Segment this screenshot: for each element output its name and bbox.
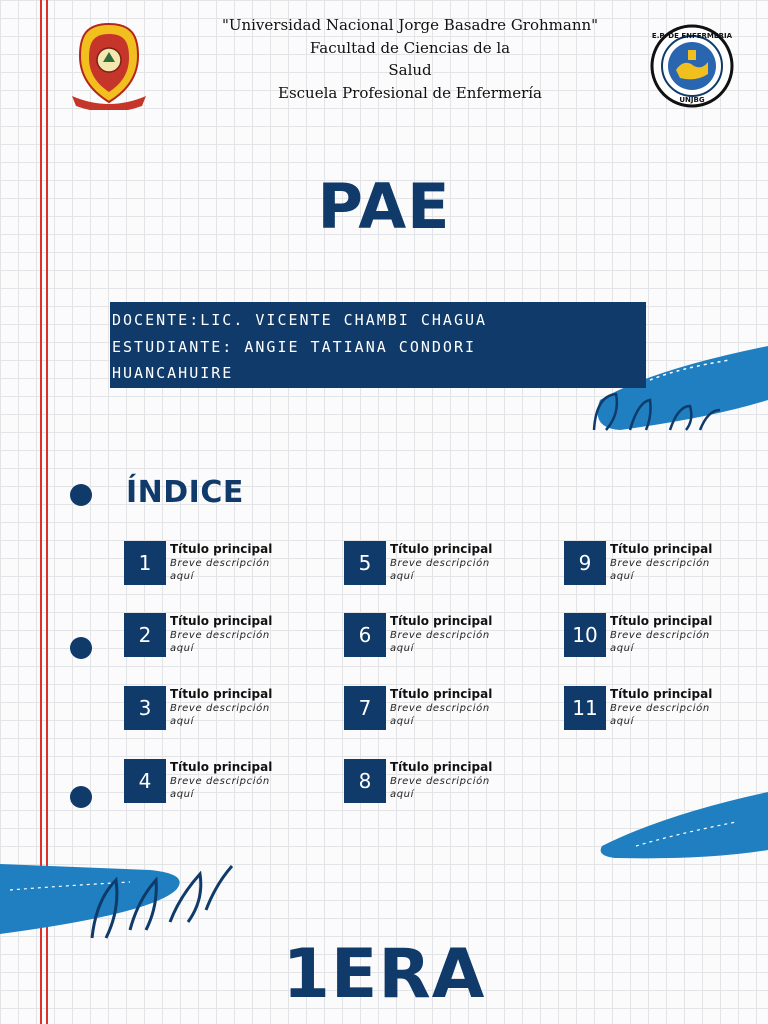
index-item-description: Breve descripción aquí — [170, 630, 270, 654]
index-item-number: 11 — [564, 686, 606, 730]
student-line: ESTUDIANTE: ANGIE TATIANA CONDORI — [112, 337, 477, 356]
svg-text:E.P. DE ENFERMERIA: E.P. DE ENFERMERIA — [651, 32, 733, 40]
header-faculty: Facultad de Ciencias de la — [309, 38, 511, 57]
index-item — [344, 759, 544, 803]
index-item-description: Breve descripción aquí — [390, 630, 490, 654]
index-item-title: Título principal — [170, 614, 273, 628]
index-item-title: Título principal — [390, 542, 493, 556]
index-item-description: Breve descripción aquí — [390, 776, 490, 800]
index-item — [344, 541, 544, 585]
header-university: "Universidad Nacional Jorge Basadre Grohmann" — [221, 16, 599, 34]
index-item — [344, 613, 544, 657]
index-item-title: Título principal — [170, 760, 273, 774]
institution-header — [190, 14, 630, 104]
index-item-title: Título principal — [170, 542, 273, 556]
index-item — [124, 759, 324, 803]
index-item-title: Título principal — [610, 687, 713, 701]
index-item-description: Breve descripción aquí — [390, 558, 490, 582]
index-item-description: Breve descripción aquí — [170, 776, 270, 800]
index-item-description: Breve descripción aquí — [390, 703, 490, 727]
index-item — [564, 613, 764, 657]
brush-stroke-bottom-right — [596, 790, 768, 862]
index-item-number: 3 — [124, 686, 166, 730]
index-item — [124, 686, 324, 730]
nursing-school-logo — [650, 24, 734, 108]
index-item — [564, 686, 764, 730]
index-item-number: 5 — [344, 541, 386, 585]
index-item-number: 8 — [344, 759, 386, 803]
info-box — [110, 302, 646, 388]
index-item — [564, 541, 764, 585]
binder-hole-top — [70, 484, 92, 506]
index-item-description: Breve descripción aquí — [170, 703, 270, 727]
svg-text:UNJBG: UNJBG — [679, 96, 705, 104]
binder-hole-bottom — [70, 786, 92, 808]
index-item-number: 10 — [564, 613, 606, 657]
index-item-number: 4 — [124, 759, 166, 803]
index-item-number: 2 — [124, 613, 166, 657]
index-heading: ÍNDICE — [126, 475, 244, 510]
index-item-title: Título principal — [390, 760, 493, 774]
index-item — [124, 541, 324, 585]
header-school: Escuela Profesional de Enfermería — [278, 83, 542, 102]
student-line-cont: HUANCAHUIRE — [112, 364, 234, 382]
index-item-description: Breve descripción aquí — [610, 703, 710, 727]
index-item-description: Breve descripción aquí — [170, 558, 270, 582]
index-item-number: 7 — [344, 686, 386, 730]
index-item-number: 1 — [124, 541, 166, 585]
index-item-number: 6 — [344, 613, 386, 657]
index-item-description: Breve descripción aquí — [610, 558, 710, 582]
index-item-number: 9 — [564, 541, 606, 585]
page-title: PAE — [317, 170, 451, 243]
index-item-title: Título principal — [390, 687, 493, 701]
index-item-title: Título principal — [610, 542, 713, 556]
university-crest-logo — [72, 22, 146, 110]
header-faculty-cont: Salud — [388, 61, 432, 79]
bottom-title: 1ERA — [282, 935, 486, 1014]
index-item-title: Título principal — [390, 614, 493, 628]
index-item — [124, 613, 324, 657]
index-item-title: Título principal — [610, 614, 713, 628]
brush-stroke-bottom-left — [0, 860, 240, 940]
teacher-line: DOCENTE:LIC. VICENTE CHAMBI CHAGUA — [112, 311, 488, 329]
index-item-title: Título principal — [170, 687, 273, 701]
index-item-description: Breve descripción aquí — [610, 630, 710, 654]
index-item — [344, 686, 544, 730]
binder-hole-middle — [70, 637, 92, 659]
